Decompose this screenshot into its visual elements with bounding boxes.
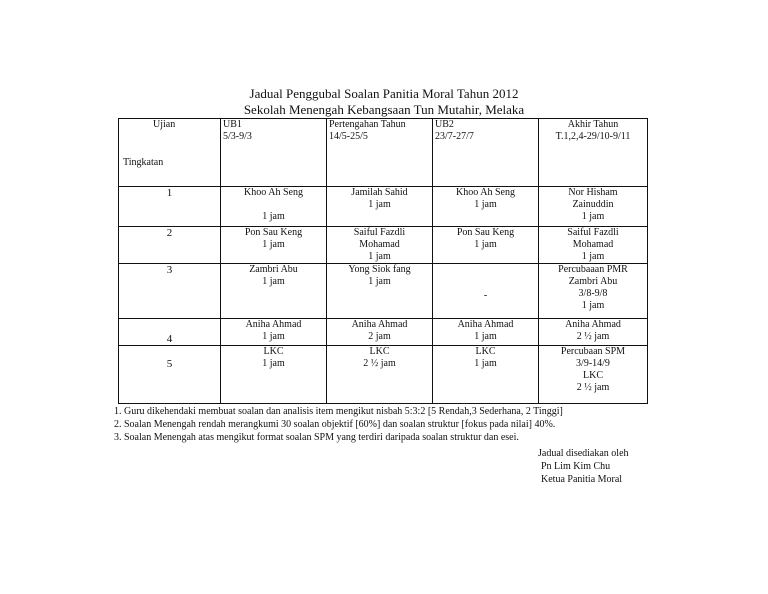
note-item: 1. Guru dikehendaki membuat soalan dan analisis item mengikut nisbah 5:3:2 [5 Rendah,3 Sederhana, 2 Tinggi] [114, 406, 563, 417]
signature-name: Pn Lim Kim Chu [541, 461, 611, 472]
header-ub1: UB1 5/3-9/3 [221, 119, 327, 187]
table-row [119, 346, 648, 404]
header-ujian: Ujian [153, 119, 176, 130]
ub2-cell: Khoo Ah Seng 1 jam [433, 187, 539, 227]
signature-role: Ketua Panitia Moral [541, 474, 623, 485]
akhir-cell: Saiful Fazdli Mohamad 1 jam [539, 227, 648, 264]
akhir-cell: Percubaan SPM 3/9-14/9 LKC 2 ½ jam [539, 346, 648, 404]
note-item: 3. Soalan Menengah atas mengikut format soalan SPM yang terdiri daripada soalan struktur dan esei. [114, 432, 519, 443]
pertengahan-cell: Yong Siok fang 1 jam [327, 264, 433, 319]
header-pertengahan: Pertengahan Tahun 14/5-25/5 [327, 119, 433, 187]
table-row [119, 264, 648, 319]
schedule-table [118, 118, 648, 404]
ub2-cell: Pon Sau Keng 1 jam [433, 227, 539, 264]
signature-prepared-by: Jadual disediakan oleh [538, 448, 629, 459]
tingkatan-cell: 2 [119, 227, 221, 264]
tingkatan-cell: 3 [119, 264, 221, 319]
pertengahan-cell: Jamilah Sahid 1 jam [327, 187, 433, 227]
document-title: Jadual Penggubal Soalan Panitia Moral Tahun 2012 [249, 86, 519, 101]
header-akhir: Akhir Tahun T.1,2,4-29/10-9/11 [539, 119, 648, 187]
tingkatan-cell: 5 [119, 346, 221, 404]
ub2-cell: - [433, 264, 539, 319]
notes-list [114, 405, 563, 444]
pertengahan-cell: Saiful Fazdli Mohamad 1 jam [327, 227, 433, 264]
akhir-cell: Aniha Ahmad 2 ½ jam [539, 319, 648, 346]
note-item: 2. Soalan Menengah rendah merangkumi 30 soalan objektif [60%] dan soalan struktur [fokus pada nilai] 40%. [114, 419, 556, 430]
signature-block [538, 447, 629, 486]
pertengahan-cell: LKC 2 ½ jam [327, 346, 433, 404]
header-tingkatan: Tingkatan [123, 157, 164, 168]
ub1-cell: Khoo Ah Seng 1 jam [221, 187, 327, 227]
ub1-cell: LKC 1 jam [221, 346, 327, 404]
pertengahan-cell: Aniha Ahmad 2 jam [327, 319, 433, 346]
table-row [119, 227, 648, 264]
ub2-cell: LKC 1 jam [433, 346, 539, 404]
ub1-cell: Zambri Abu 1 jam [221, 264, 327, 319]
tingkatan-cell: 4 [119, 319, 221, 346]
table-row [119, 187, 648, 227]
header-corner-cell [119, 119, 221, 187]
document-subtitle: Sekolah Menengah Kebangsaan Tun Mutahir, Melaka [243, 102, 525, 117]
akhir-cell: Nor Hisham Zainuddin 1 jam [539, 187, 648, 227]
table-row [119, 319, 648, 346]
ub1-cell: Pon Sau Keng 1 jam [221, 227, 327, 264]
ub1-cell: Aniha Ahmad 1 jam [221, 319, 327, 346]
tingkatan-cell: 1 [119, 187, 221, 227]
table-header-row [119, 119, 648, 187]
header-ub2: UB2 23/7-27/7 [433, 119, 539, 187]
ub2-cell: Aniha Ahmad 1 jam [433, 319, 539, 346]
akhir-cell: Percubaaan PMR Zambri Abu 3/8-9/8 1 jam [539, 264, 648, 319]
